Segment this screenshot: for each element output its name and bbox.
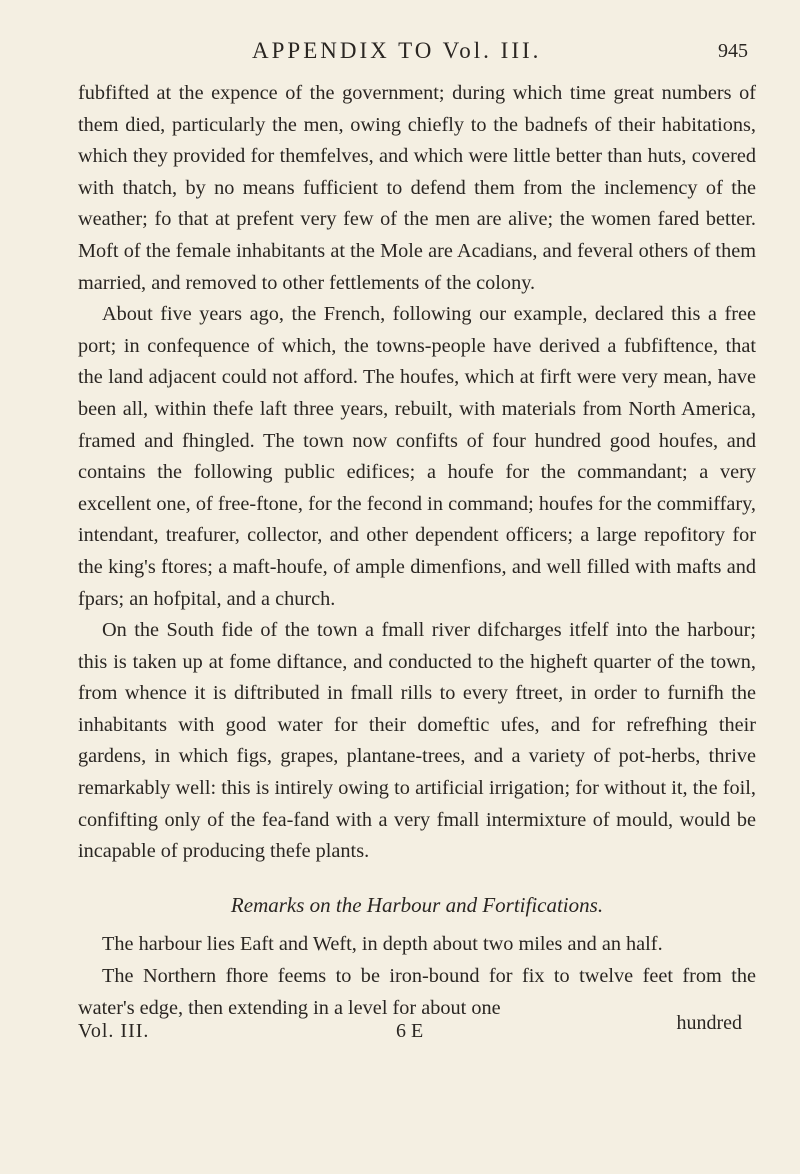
volume-mark: Vol. III. — [78, 1020, 150, 1043]
running-head: APPENDIX TO Vol. III. — [252, 38, 542, 63]
page-number: 945 — [718, 40, 748, 62]
page-header — [78, 38, 756, 68]
section-heading: Remarks on the Harbour and Fortifications. — [230, 892, 604, 917]
paragraph: About five years ago, the French, following our example, declared this a free port; in confequence of which, the towns-people have derived a fubfiftence, that the land adjacent could not afford. The houfes, which at firft were very mean, have been all, within thefe laft three years, rebuilt, with materials from North America, framed and fhingled. The town now confifts of four hundred good houfes, and contains the following public edifices; a houfe for the commandant; a very excellent one, of free-ftone, for the fecond in command; houfes for the commiffary, intendant, treafurer, collector, and other dependent officers; a large repofitory for the king's ftores; a maft-houfe, of ample dimenfions, and well filled with mafts and fpars; an hofpital, and a church. — [78, 303, 756, 610]
paragraph: fubfifted at the expence of the government; during which time great numbers of them died, particularly the men, owing chiefly to the badnefs of their habitations, which they provided for themfelves, and which were little better than huts, covered with thatch, by no means fufficient to defend them from the inclemency of the weather; fo that at prefent very few of the men are alive; the women fared better. Moft of the female inhabitants at the Mole are Acadians, and feveral others of them married, and removed to other fettlements of the colony. — [78, 82, 756, 294]
page-footer — [78, 1012, 756, 1052]
signature-mark: 6 E — [396, 1020, 424, 1043]
paragraph: On the South fide of the town a fmall river difcharges itfelf into the harbour; this is taken up at fome diftance, and conducted to the higheft quarter of the town, from whence it is diftributed in fmall rills to every ftreet, in order to furnifh the inhabitants with good water for their domeftic ufes, and for refrefhing their gardens, in which figs, grapes, plantane-trees, and a variety of pot-herbs, thrive remarkably well: this is intirely owing to artificial irrigation; for without it, the foil, confifting only of the fea-fand with a very fmall intermixture of mould, would be incapable of producing thefe plants. — [78, 619, 756, 863]
catchword: hundred — [676, 1012, 742, 1035]
body-text — [78, 78, 756, 1024]
paragraph: The Northern fhore feems to be iron-bound for fix to twelve feet from the water's edge, then extending in a level for about one — [78, 965, 756, 1019]
paragraph: The harbour lies Eaft and Weft, in depth about two miles and an half. — [102, 933, 663, 956]
